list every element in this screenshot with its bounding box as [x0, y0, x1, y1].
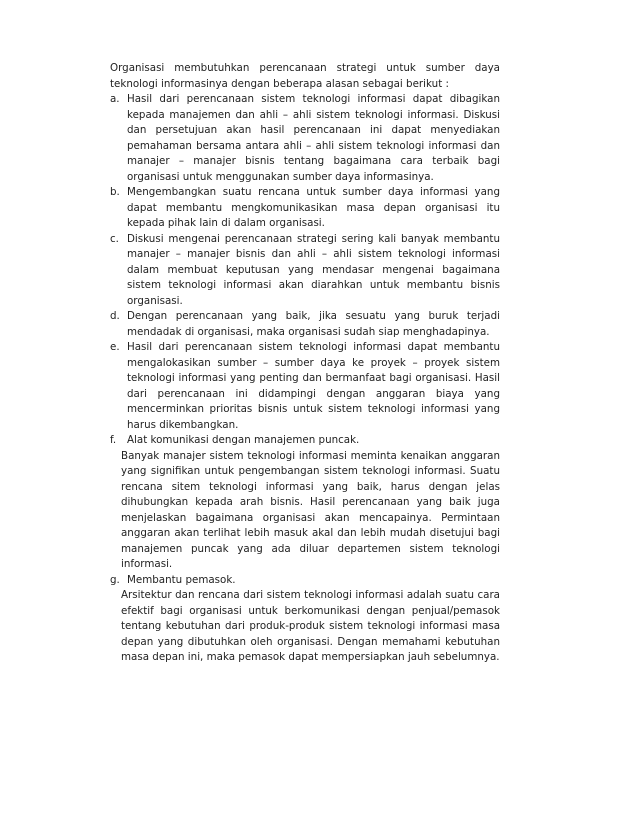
reasons-list: [110, 92, 500, 666]
list-item-text: Hasil dari perencanaan sistem teknologi informasi dapat membantu mengalokasikan sumber – sumber daya ke proyek – proyek sistem teknologi informasi yang penting dan bermanfaat bagi organisasi. Hasil dari perencanaan ini didampingi dengan anggaran biaya yang mencerminkan prioritas bisnis untuk sistem teknologi informasi yang harus dikembangkan.: [127, 341, 500, 431]
list-marker: e.: [110, 341, 120, 353]
list-item-text: Arsitektur dan rencana dari sistem teknologi informasi adalah suatu cara efektif bagi organisasi untuk berkomunikasi dengan penjual/pemasok tentang kebutuhan dari produk-produk sistem teknologi informasi masa depan yang dibutuhkan oleh organisasi. Dengan memahami kebutuhan masa depan ini, maka pemasok dapat mempersiapkan jauh sebelumnya.: [121, 589, 500, 663]
list-marker: a.: [110, 93, 120, 105]
list-item-c: [110, 232, 500, 310]
list-item-heading: Membantu pemasok.: [127, 573, 236, 586]
list-item-f: [110, 433, 500, 573]
list-marker: b.: [110, 186, 120, 198]
list-item-e: [110, 340, 500, 433]
list-item-b: [110, 185, 500, 232]
list-item-d: [110, 309, 500, 340]
list-item-g: [110, 573, 500, 666]
list-item-a: [110, 92, 500, 185]
list-item-text: Diskusi mengenai perencanaan strategi sering kali banyak membantu manajer – manajer bisnis dan ahli – ahli sistem teknologi informasi dalam membuat keputusan yang mendasar mengenai bagaimana sistem teknologi informasi akan diarahkan untuk membantu bisnis organisasi.: [127, 232, 500, 307]
list-marker: g.: [110, 573, 120, 586]
intro-paragraph: Organisasi membutuhkan perencanaan strategi untuk sumber daya teknologi informasinya dengan beberapa alasan sebagai berikut :: [110, 62, 500, 90]
list-item-text: Dengan perencanaan yang baik, jika sesuatu yang buruk terjadi mendadak di organisasi, maka organisasi sudah siap menghadapinya.: [127, 310, 500, 338]
list-marker: f.: [110, 434, 117, 446]
list-item-heading: Alat komunikasi dengan manajemen puncak.: [127, 434, 360, 446]
list-marker: d.: [110, 310, 120, 322]
document-page: [110, 61, 500, 666]
list-item-text: Mengembangkan suatu rencana untuk sumber daya informasi yang dapat membantu mengkomunikasikan masa depan organisasi itu kepada pihak lain di dalam organisasi.: [127, 186, 500, 229]
list-marker: c.: [110, 232, 119, 245]
list-item-text: Hasil dari perencanaan sistem teknologi informasi dapat dibagikan kepada manajemen dan ahli – ahli sistem teknologi informasi. Diskusi dan persetujuan akan hasil perencanaan ini dapat menyediakan pemahaman bersama antara ahli – ahli sistem teknologi informasi dan manajer – manajer bisnis tentang bagaimana cara terbaik bagi organisasi untuk menggunakan sumber daya informasinya.: [127, 93, 500, 183]
list-item-text: Banyak manajer sistem teknologi informasi meminta kenaikan anggaran yang signifikan untuk pengembangan sistem teknologi informasi. Suatu rencana sitem teknologi informasi yang baik, harus dengan jelas dihubungkan kepada arah bisnis. Hasil perencanaan yang baik juga menjelaskan bagaimana organisasi akan mencapainya. Permintaan anggaran akan terlihat lebih masuk akal dan lebih mudah disetujui bagi manajemen puncak yang ada diluar departemen sistem teknologi informasi.: [121, 449, 500, 570]
